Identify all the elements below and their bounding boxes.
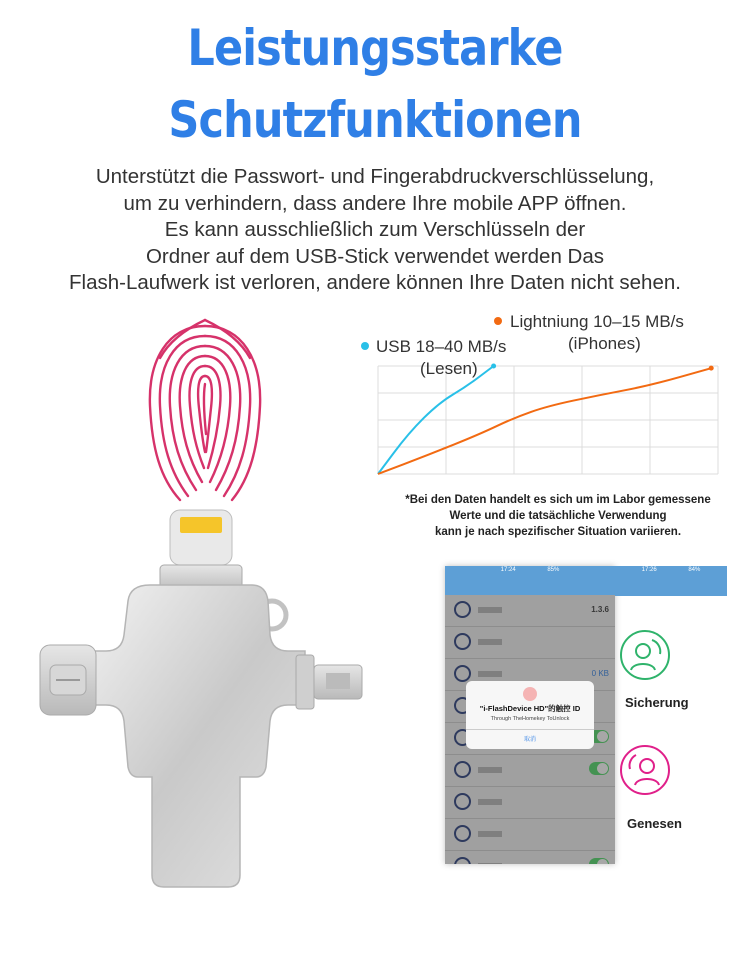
alert-subtitle: Through TheHomekey ToUnlock — [490, 716, 570, 722]
phone-screenshot-app-settings — [445, 566, 615, 864]
note-line: Werte und die tatsächliche Verwendung — [449, 510, 667, 522]
note-line: *Bei den Daten handelt es sich um im Labor gemessene — [405, 494, 711, 506]
description-line: Unterstützt die Passwort- und Fingerabdruckverschlüsselung, — [95, 165, 655, 188]
lightning-legend-label: Lightniung 10–15 MB/s — [510, 312, 684, 331]
description-line: Es kann ausschließlich zum Verschlüsseln der — [164, 218, 586, 241]
description-line: um zu verhindern, dass andere Ihre mobile APP öffnen. — [123, 191, 627, 215]
headline-line-2: Schutzfunktionen — [168, 91, 582, 149]
backup-label: Sicherung — [625, 695, 689, 710]
phone-nav-bar — [445, 575, 615, 595]
touch-id-alert — [466, 681, 594, 749]
series-endpoint-0 — [491, 364, 496, 369]
lightning-legend-sublabel: (iPhones) — [568, 334, 641, 353]
phone2-nav-bar — [615, 575, 727, 596]
phone-status-bar — [445, 566, 615, 575]
disclaimer-note — [368, 492, 748, 540]
series-line-1 — [378, 368, 711, 474]
lightning-contacts — [180, 517, 222, 533]
speed-chart — [360, 362, 730, 480]
usb-legend-sublabel: (Lesen) — [420, 359, 478, 378]
description-line: Ordner auf dem USB-Stick verwendet werden Das — [145, 244, 605, 268]
note-line: kann je nach spezifischer Situation variieren. — [434, 526, 682, 538]
alert-cancel-button: 取消 — [466, 729, 594, 743]
version-value: 1.3.6 — [591, 605, 609, 614]
status-time: 17:24 — [500, 567, 516, 573]
fingerprint-icon — [140, 318, 270, 508]
backup-person-icon — [620, 630, 670, 680]
phone-screenshot-2 — [615, 566, 727, 596]
restore-label: Genesen — [627, 816, 682, 831]
usb-flash-drive — [20, 505, 370, 910]
usb-legend-label: USB 18–40 MB/s — [376, 337, 507, 356]
battery-level: 84% — [688, 567, 701, 573]
usb-legend-dot — [360, 341, 370, 351]
series-endpoint-1 — [709, 366, 714, 371]
lightning-legend-dot — [493, 316, 503, 326]
description — [0, 164, 750, 297]
status-time: 17:26 — [641, 567, 657, 573]
phone2-status-bar — [615, 566, 727, 575]
touch-id-icon — [523, 687, 537, 701]
battery-level: 85% — [547, 567, 560, 573]
size-value: 0 KB — [591, 669, 609, 678]
description-line: Flash-Laufwerk ist verloren, andere können Ihre Daten nicht sehen. — [69, 271, 681, 294]
restore-person-icon — [620, 745, 670, 795]
alert-title: "i-FlashDevice HD"的触控 ID — [479, 704, 581, 713]
headline-line-1: Leistungsstarke — [187, 19, 563, 77]
